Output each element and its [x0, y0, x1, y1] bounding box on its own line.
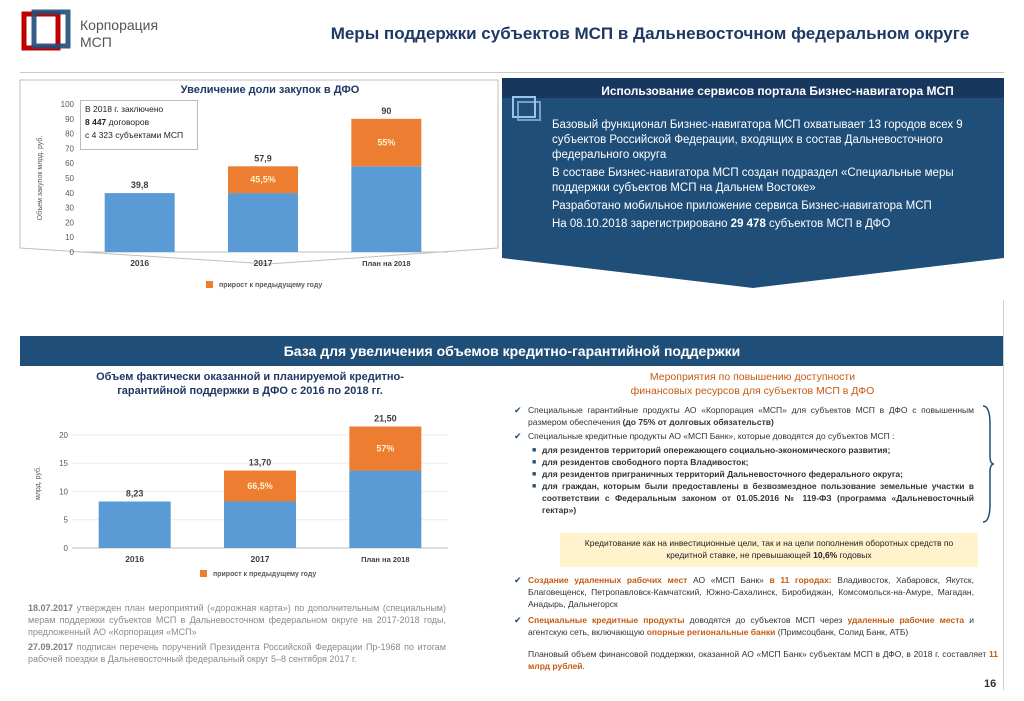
y-tick-label: 20 [59, 430, 68, 440]
y-axis-label: млрд. руб. [35, 466, 42, 500]
y-tick-label: 10 [59, 487, 68, 497]
navigator-paragraph-3: Разработано мобильное приложение сервиса Бизнес-навигатора МСП [552, 200, 932, 212]
category-label: План на 2018 [362, 259, 411, 268]
measures-list-2 [512, 574, 974, 642]
right-border-line [1003, 300, 1004, 690]
navigator-registered-count: 29 478 [730, 218, 766, 230]
total-label: 21,50 [374, 413, 397, 424]
section-title-bar: База для увеличения объемов кредитно-гарантийной поддержки [20, 336, 1004, 366]
bar-base [228, 193, 298, 252]
note-line-2 [85, 116, 193, 129]
y-tick-label: 0 [63, 544, 68, 553]
credit-sub-item-label: для резидентов свободного порта Владивосток; [542, 457, 749, 467]
credit-sub-item [512, 480, 974, 516]
checkmark-icon: ✔ [514, 405, 522, 415]
plan-volume-amount: 11 млрд рублей [528, 649, 998, 671]
distribution-bank-names: (Примсоцбанк, Солид Банк, АТБ) [775, 627, 909, 637]
y-tick-label: 60 [65, 159, 74, 169]
brace-icon [982, 404, 994, 524]
y-tick-label: 80 [65, 129, 74, 139]
category-label: 2016 [125, 554, 145, 564]
y-axis-label: Объем закупок млрд. руб. [37, 135, 44, 221]
bar-base [105, 193, 175, 252]
navigator-paragraph-1: Базовый функционал Бизнес-навигатора МСП охватывает 13 городов всех 9 субъектов Российской Федерации, входящих в состав Дальневосточного федерального округа [552, 119, 963, 161]
roadmap-date-2: 27.09.2017 [28, 642, 74, 652]
y-tick-label: 100 [60, 100, 74, 109]
credit-sub-item-label: для граждан, которым были предоставлены в безвозмездное пользование земельные участки в соответствии с Федеральным законом от 01.05.2016 № 119-ФЗ (программа «Дальневосточный гектар») [542, 481, 974, 515]
category-label: 2017 [253, 258, 273, 268]
square-bullet-icon: ■ [532, 447, 537, 454]
legend-label: прирост к предыдущему году [219, 282, 323, 289]
distribution-text-2: и агентскую сеть, включающую [528, 615, 974, 637]
plan-volume-label: Плановый объем финансовой поддержки, оказанной АО «МСП Банк» субъектам МСП в ДФО, в 2018 г. составляет [528, 649, 989, 659]
roadmap-text-2: подписан перечень поручений Президента Российской Федерации Пр-1968 по итогам рабочей поездки в Дальневосточный федеральный округ 5–8 сентября 2017 г. [28, 642, 446, 664]
logo-line-2: МСП [80, 34, 112, 50]
credit-sub-item [512, 468, 974, 480]
y-tick-label: 50 [65, 174, 74, 183]
square-bullet-icon: ■ [532, 459, 537, 466]
page-title: Меры поддержки субъектов МСП в Дальневосточном федеральном округе [330, 24, 970, 43]
credit-rate-label: кредитной ставке, не превышающей [666, 550, 814, 560]
checkmark-icon: ✔ [514, 575, 522, 585]
logo-icon [22, 12, 70, 50]
logo-text [80, 17, 158, 51]
total-label: 90 [381, 105, 392, 116]
chart2-title [60, 370, 440, 398]
category-label: 2016 [130, 258, 150, 268]
note-contracts-count: 8 447 [85, 117, 107, 127]
roadmap-text-1: утвержден план мероприятий («дорожная карта») по дополнительным (специальным) мерам поддержки субъектов МСП в Дальневосточном федеральном округе на 2017-2018 годы, предложенный АО «Корпорация «МСП» [28, 603, 446, 637]
legend-swatch [200, 570, 207, 577]
bar-base [224, 501, 296, 548]
y-tick-label: 20 [65, 218, 74, 228]
navigator-paragraph-2: В составе Бизнес-навигатора МСП создан подраздел «Специальные меры поддержки субъектов МСП на Дальнем Востоке» [552, 167, 954, 194]
measures-item-guarantee [512, 404, 974, 428]
legend-label: прирост к предыдущему году [213, 571, 317, 578]
note-line-3: с 4 323 субъектами МСП [85, 130, 184, 140]
distribution-banks: опорные региональные банки [646, 627, 776, 637]
growth-label: 45,5% [250, 174, 276, 185]
y-tick-label: 10 [65, 233, 74, 243]
measures-title [560, 370, 945, 398]
roadmap-notes [28, 602, 446, 665]
remote-offices-bank: АО «МСП Банк» [687, 575, 770, 585]
bar-base [349, 471, 421, 548]
distribution-text-1: доводятся до субъектов МСП через [684, 615, 848, 625]
y-tick-label: 15 [59, 459, 68, 469]
chart2-title-line-2: гарантийной поддержки в ДФО с 2016 по 2018 гг. [117, 385, 383, 397]
plan-volume-text [512, 648, 998, 672]
remote-offices-cities: Владивосток, Хабаровск, Якутск, Благовещенск, Петропавловск-Камчатский, Южно-Сахалинск, Биробиджан, Комсомольск-на-Амуре, Магадан, Анадырь, Дальнегорск [528, 575, 974, 609]
y-tick-label: 70 [65, 144, 74, 154]
credit-sub-item-label: для резидентов территорий опережающего социально-экономического развития; [542, 445, 891, 455]
remote-offices-count: в 11 городах: [769, 575, 832, 585]
measures-item-distribution [512, 614, 974, 638]
logo-line-1: Корпорация [80, 17, 159, 33]
y-tick-label: 0 [69, 248, 74, 257]
navigator-registered-label: На 08.10.2018 зарегистрировано [552, 218, 731, 230]
credit-sub-item-label: для резидентов приграничных территорий Дальневосточного федерального округа; [542, 469, 903, 479]
contracts-note [80, 100, 198, 150]
navigator-text [552, 118, 977, 235]
total-label: 8,23 [125, 488, 144, 499]
growth-label: 66,5% [247, 481, 273, 492]
credit-terms-line-1: Кредитование как на инвестиционные цели, так и на цели пополнения оборотных средств по [584, 538, 954, 548]
navigator-paragraph-4 [552, 217, 977, 232]
chart2-title-line-1: Объем фактически оказанной и планируемой кредитно- [96, 371, 404, 383]
measures-title-line-2: финансовых ресурсов для субъектов МСП в ДФО [630, 385, 875, 397]
navigator-registered-suffix: субъектов МСП в ДФО [765, 218, 891, 230]
note-contracts-label: договоров [106, 117, 150, 127]
category-label: 2017 [250, 554, 270, 564]
y-tick-label: 90 [65, 114, 74, 124]
portal-icon [510, 94, 542, 122]
credit-support-chart [28, 398, 468, 588]
credit-sub-item [512, 456, 974, 468]
guarantee-coverage: (до 75% от долговых обязательств) [622, 417, 774, 427]
page-number: 16 [984, 678, 997, 690]
plan-volume-end: . [582, 661, 585, 671]
note-line-1: В 2018 г. заключено [85, 104, 164, 114]
measures-item-remote-offices [512, 574, 974, 610]
category-label: План на 2018 [361, 555, 410, 564]
credit-sub-item [512, 444, 974, 456]
distribution-heading: Специальные кредитные продукты [528, 615, 685, 625]
growth-label: 57% [376, 443, 395, 454]
bar-base [99, 501, 171, 548]
total-label: 57,9 [254, 153, 272, 164]
y-tick-label: 5 [63, 515, 68, 525]
checkmark-icon: ✔ [514, 431, 522, 441]
credit-terms-line-2 [560, 549, 978, 561]
growth-label: 55% [377, 137, 396, 148]
total-label: 39,8 [130, 180, 149, 191]
guarantee-text: Специальные гарантийные продукты АО «Корпорация «МСП» для субъектов МСП в ДФО с повышенным размером обеспечения [528, 405, 974, 427]
roadmap-note-1 [28, 602, 446, 638]
y-tick-label: 30 [65, 203, 74, 213]
distribution-remote-offices: удаленные рабочие места [847, 615, 965, 625]
measures-item-credit [512, 430, 974, 442]
square-bullet-icon: ■ [532, 471, 537, 478]
remote-offices-heading: Создание удаленных рабочих мест [528, 575, 688, 585]
header-divider [20, 72, 1004, 73]
measures-title-line-1: Мероприятия по повышению доступности [649, 371, 856, 383]
square-bullet-icon: ■ [532, 483, 537, 490]
roadmap-note-2 [28, 641, 446, 665]
credit-products-text: Специальные кредитные продукты АО «МСП Банк», которые доводятся до субъектов МСП : [528, 431, 895, 441]
legend-swatch [206, 281, 213, 288]
credit-terms-box [560, 533, 978, 567]
navigator-title: Использование сервисов портала Бизнес-навигатора МСП [601, 84, 954, 98]
measures-list [512, 404, 974, 516]
chart1-title: Увеличение доли закупок в ДФО [180, 84, 360, 96]
y-tick-label: 40 [65, 188, 74, 198]
roadmap-date-1: 18.07.2017 [28, 603, 74, 613]
credit-rate-suffix: годовых [837, 550, 872, 560]
credit-rate-value: 10,6% [813, 550, 838, 560]
total-label: 13,70 [248, 457, 272, 468]
checkmark-icon: ✔ [514, 615, 522, 625]
bar-base [351, 166, 421, 252]
